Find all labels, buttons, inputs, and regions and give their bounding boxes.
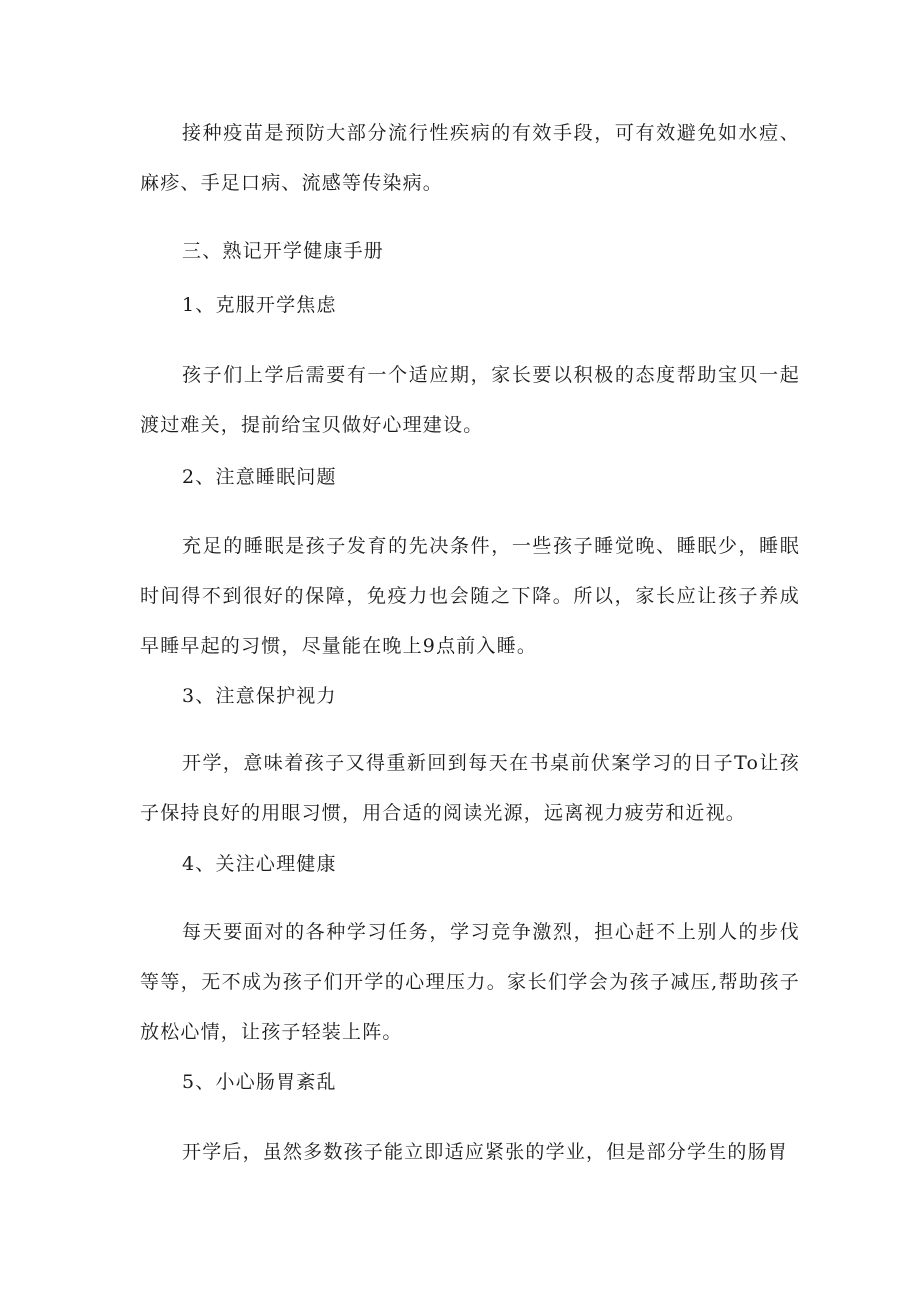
item-1-heading: 1、克服开学焦虑 xyxy=(182,294,337,316)
item-1-paragraph: 孩子们上学后需要有一个适应期，家长要以积极的态度帮助宝贝一起渡过难关，提前给宝贝做好心理建设。 xyxy=(140,364,800,436)
paragraph-vaccine: 接种疫苗是预防大部分流行性疾病的有效手段，可有效避免如水痘、麻疹、手足口病、流感等传染病。 xyxy=(140,122,800,194)
item-4-heading: 4、关注心理健康 xyxy=(182,853,337,875)
item-5-paragraph: 开学后，虽然多数孩子能立即适应紧张的学业，但是部分学生的肠胃 xyxy=(182,1141,789,1163)
item-2-paragraph: 充足的睡眠是孩子发育的先决条件，一些孩子睡觉晚、睡眠少，睡眠时间得不到很好的保障，免疫力也会随之下降。所以，家长应让孩子养成早睡早起的习惯，尽量能在晚上9点前入睡。 xyxy=(140,535,800,657)
item-3-heading: 3、注意保护视力 xyxy=(182,685,337,707)
section-3-heading: 三、熟记开学健康手册 xyxy=(182,240,385,262)
item-2-heading: 2、注意睡眠问题 xyxy=(182,466,337,488)
item-4-paragraph: 每天要面对的各种学习任务，学习竞争激烈，担心赶不上别人的步伐等等，无不成为孩子们开学的心理压力。家长们学会为孩子减压,帮助孩子放松心情，让孩子轻装上阵。 xyxy=(140,921,800,1043)
item-3-paragraph: 开学，意味着孩子又得重新回到每天在书桌前伏案学习的日子To让孩子保持良好的用眼习惯，用合适的阅读光源，远离视力疲劳和近视。 xyxy=(140,752,800,824)
item-5-heading: 5、小心肠胃紊乱 xyxy=(182,1071,337,1093)
